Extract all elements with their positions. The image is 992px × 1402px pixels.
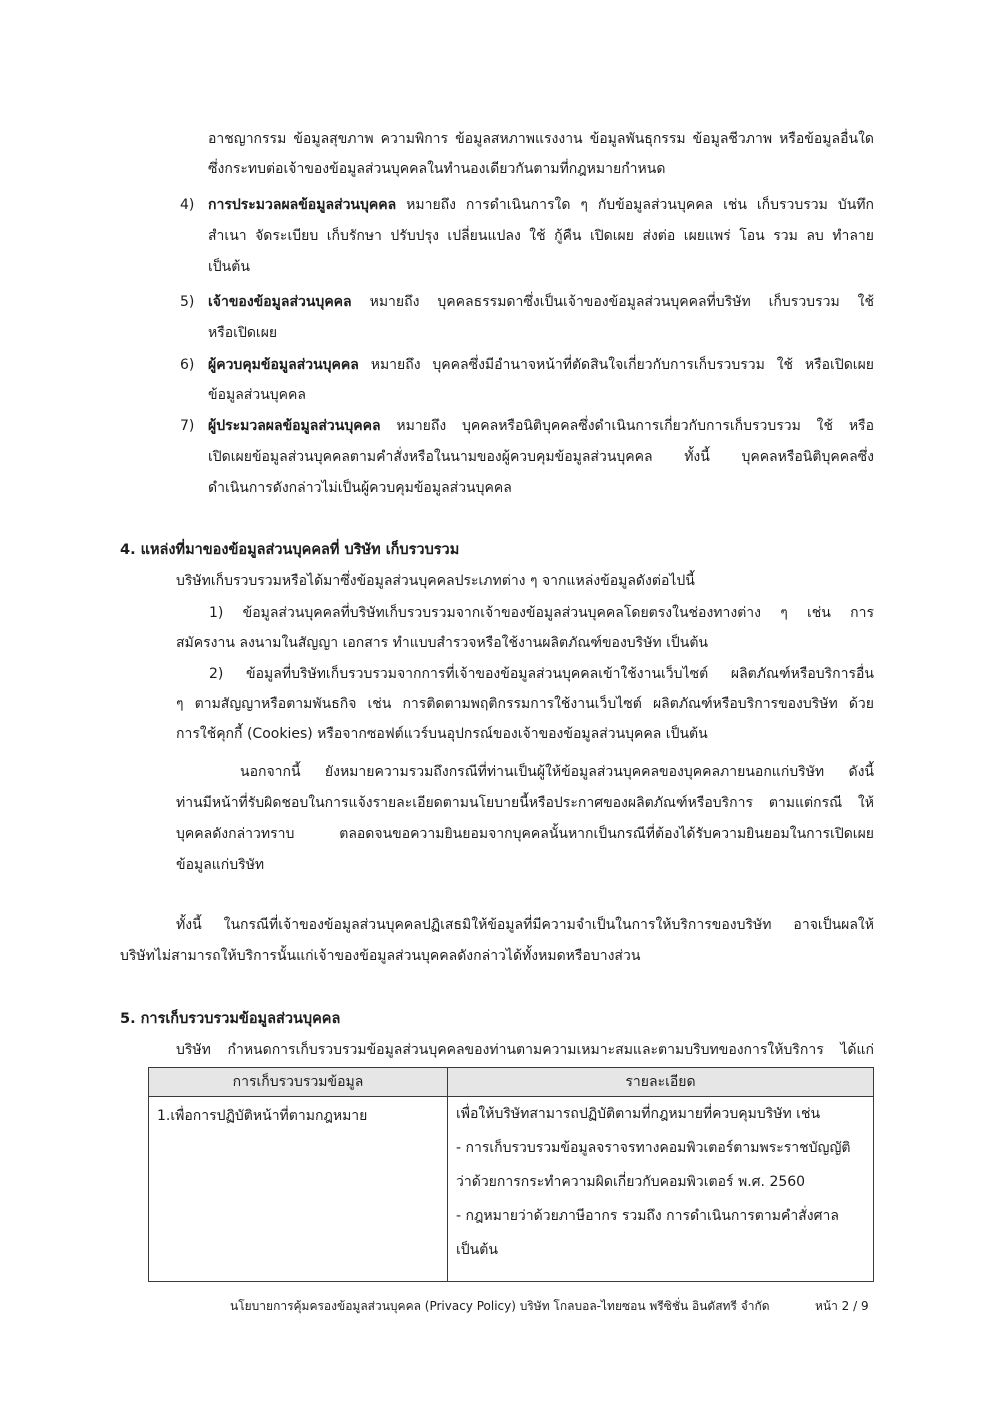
- definition-line: [208, 355, 874, 375]
- intro-line: อาชญากรรม ข้อมูลสุขภาพ ความพิการ ข้อมูลสหภาพแรงงาน ข้อมูลพันธุกรรม ข้อมูลชีวภาพ หรือข้อมูลอื่นใด: [208, 131, 874, 147]
- paragraph-line: บุคคลดังกล่าวทราบ ตลอดจนขอความยินยอมจากบุคคลนั้นหากเป็นกรณีที่ต้องได้รับความยินยอมในการเปิดเผย: [176, 826, 874, 842]
- definition-line: สำเนา จัดระเบียบ เก็บรักษา ปรับปรุง เปลี่ยนแปลง ใช้ กู้คืน เปิดเผย ส่งต่อ เผยแพร่ โอน รวม ลบ ทำลาย: [208, 228, 874, 244]
- section-intro: บริษัท กำหนดการเก็บรวบรวมข้อมูลส่วนบุคคลของท่านตามความเหมาะสมและตามบริบทของการให้บริการ ได้แก่: [176, 1042, 874, 1058]
- table-row: [149, 1097, 874, 1282]
- definition-text: หมายถึง บุคคลธรรมดาซึ่งเป็นเจ้าของข้อมูลส่วนบุคคลที่บริษัท เก็บรวบรวม ใช้: [351, 294, 874, 310]
- table-cell-purpose: 1.เพื่อการปฏิบัติหน้าที่ตามกฎหมาย: [149, 1097, 448, 1282]
- definition-number: 4): [180, 197, 195, 213]
- detail-line: เป็นต้น: [456, 1242, 498, 1258]
- paragraph-line: ท่านมีหน้าที่รับผิดชอบในการแจ้งรายละเอียดตามนโยบายนี้หรือประกาศของผลิตภัณฑ์หรือบริการ ตามแต่กรณี ให้: [176, 795, 874, 811]
- definition-line: [208, 292, 874, 312]
- definition-number: 6): [180, 357, 195, 373]
- note-line: บริษัทไม่สามารถให้บริการนั้นแก่เจ้าของข้อมูลส่วนบุคคลดังกล่าวได้ทั้งหมดหรือบางส่วน: [120, 948, 641, 964]
- intro-line: ซึ่งกระทบต่อเจ้าของข้อมูลส่วนบุคคลในทำนองเดียวกันตามที่กฎหมายกำหนด: [208, 161, 666, 177]
- definition-line: [208, 195, 874, 215]
- definition-line: เปิดเผยข้อมูลส่วนบุคคลตามคำสั่งหรือในนามของผู้ควบคุมข้อมูลส่วนบุคคล ทั้งนี้ บุคคลหรือนิติบุคคลซึ่ง: [208, 449, 874, 465]
- definition-line: เป็นต้น: [208, 259, 250, 275]
- source-item-line: 2) ข้อมูลที่บริษัทเก็บรวบรวมจากการที่เจ้าของข้อมูลส่วนบุคคลเข้าใช้งานเว็บไซต์ ผลิตภัณฑ์หรือบริการอื่น: [209, 666, 874, 682]
- definition-line: ข้อมูลส่วนบุคคล: [208, 387, 306, 403]
- definition-term: ผู้ควบคุมข้อมูลส่วนบุคคล: [208, 357, 359, 373]
- source-item-line: 1) ข้อมูลส่วนบุคคลที่บริษัทเก็บรวบรวมจากเจ้าของข้อมูลส่วนบุคคลโดยตรงในช่องทางต่าง ๆ เช่น การ: [209, 605, 874, 621]
- page-number: หน้า 2 / 9: [815, 1299, 869, 1313]
- collection-table: [148, 1067, 874, 1282]
- section-heading: 4. แหล่งที่มาของข้อมูลส่วนบุคคลที่ บริษัท เก็บรวบรวม: [120, 542, 460, 558]
- paragraph-line: ข้อมูลแก่บริษัท: [176, 857, 265, 873]
- definition-term: การประมวลผลข้อมูลส่วนบุคคล: [208, 197, 397, 213]
- source-item-line: ๆ ตามสัญญาหรือตามพันธกิจ เช่น การติดตามพฤติกรรมการใช้งานเว็บไซต์ ผลิตภัณฑ์หรือบริการของบริษัท ด้วย: [176, 696, 874, 712]
- definition-line: ดำเนินการดังกล่าวไม่เป็นผู้ควบคุมข้อมูลส่วนบุคคล: [208, 480, 512, 496]
- table-header-cell: รายละเอียด: [448, 1068, 874, 1097]
- detail-line: ว่าด้วยการกระทำความผิดเกี่ยวกับคอมพิวเตอร์ พ.ศ. 2560: [456, 1174, 806, 1190]
- definition-term: ผู้ประมวลผลข้อมูลส่วนบุคคล: [208, 418, 381, 434]
- table-header-cell: การเก็บรวบรวมข้อมูล: [149, 1068, 448, 1097]
- definition-number: 7): [180, 418, 195, 434]
- source-item-line: การใช้คุกกี้ (Cookies) หรือจากซอฟต์แวร์บนอุปกรณ์ของเจ้าของข้อมูลส่วนบุคคล เป็นต้น: [176, 726, 708, 742]
- source-item-line: สมัครงาน ลงนามในสัญญา เอกสาร ทำแบบสำรวจหรือใช้งานผลิตภัณฑ์ของบริษัท เป็นต้น: [176, 635, 708, 651]
- definition-text: หมายถึง บุคคลซึ่งมีอำนาจหน้าที่ตัดสินใจเกี่ยวกับการเก็บรวบรวม ใช้ หรือเปิดเผย: [358, 357, 874, 373]
- section-intro: บริษัทเก็บรวบรวมหรือได้มาซึ่งข้อมูลส่วนบุคคลประเภทต่าง ๆ จากแหล่งข้อมูลดังต่อไปนี้: [176, 573, 695, 589]
- table-header-row: [149, 1068, 874, 1097]
- definition-number: 5): [180, 294, 195, 310]
- definition-term: เจ้าของข้อมูลส่วนบุคคล: [208, 294, 352, 310]
- paragraph-line: นอกจากนี้ ยังหมายความรวมถึงกรณีที่ท่านเป็นผู้ให้ข้อมูลส่วนบุคคลของบุคคลภายนอกแก่บริษัท ดังนี้: [240, 764, 874, 780]
- definition-line: [208, 416, 874, 436]
- note-line: ทั้งนี้ ในกรณีที่เจ้าของข้อมูลส่วนบุคคลปฏิเสธมิให้ข้อมูลที่มีความจำเป็นในการให้บริการของบริษัท อาจเป็นผลให้: [176, 917, 874, 933]
- table-cell-details: [448, 1097, 874, 1282]
- section-heading: 5. การเก็บรวบรวมข้อมูลส่วนบุคคล: [120, 1011, 341, 1027]
- detail-line: เพื่อให้บริษัทสามารถปฏิบัติตามที่กฎหมายที่ควบคุมบริษัท เช่น: [456, 1106, 821, 1122]
- detail-line: - กฎหมายว่าด้วยภาษีอากร รวมถึง การดำเนินการตามคำสั่งศาล: [456, 1208, 839, 1224]
- footer-text: นโยบายการคุ้มครองข้อมูลส่วนบุคคล (Privacy Policy) บริษัท โกลบอล-ไทยซอน พรีซิชั่น อินดัสทรี จำกัด: [230, 1299, 770, 1313]
- definition-text: หมายถึง บุคคลหรือนิติบุคคลซึ่งดำเนินการเกี่ยวกับการเก็บรวบรวม ใช้ หรือ: [380, 418, 874, 434]
- detail-line: - การเก็บรวบรวมข้อมูลจราจรทางคอมพิวเตอร์ตามพระราชบัญญัติ: [456, 1140, 851, 1156]
- definition-line: หรือเปิดเผย: [208, 325, 278, 341]
- definition-text: หมายถึง การดำเนินการใด ๆ กับข้อมูลส่วนบุคคล เช่น เก็บรวบรวม บันทึก: [396, 197, 874, 213]
